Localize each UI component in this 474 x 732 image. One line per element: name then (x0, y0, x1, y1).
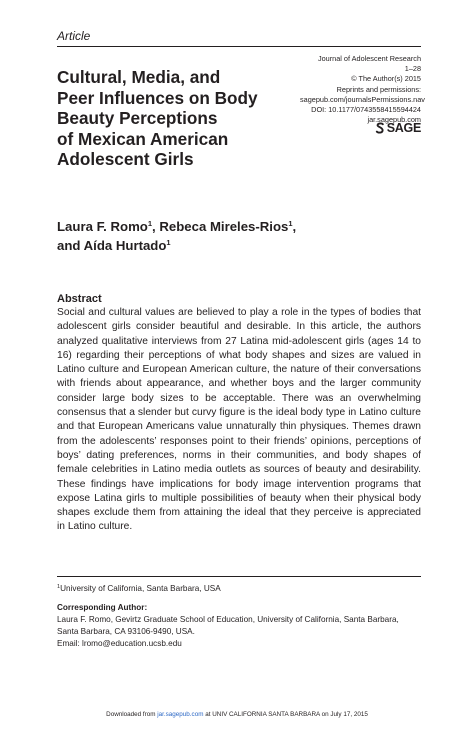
footnote-rule (57, 576, 421, 577)
copyright-line: © The Author(s) 2015 (351, 74, 421, 84)
author-affiliation-marker: 1 (166, 238, 171, 247)
journal-name: Journal of Adolescent Research (317, 54, 421, 63)
author-name: Aída Hurtado (83, 238, 167, 253)
title-line: of Mexican American (57, 128, 229, 149)
author-affiliation-marker: 1 (288, 219, 293, 228)
header-rule (57, 46, 421, 47)
abstract-heading: Abstract (57, 293, 102, 305)
title-line: Cultural, Media, and (57, 67, 221, 87)
article-title (57, 67, 297, 170)
affiliation-text: University of California, Santa Barbara, USA (60, 584, 221, 593)
download-prefix: Downloaded from (106, 711, 158, 718)
affiliation-marker: 1 (57, 584, 61, 590)
corresponding-email[interactable]: Email: lromo@education.ucsb.edu (57, 639, 182, 649)
author-name: Laura F. Romo (57, 219, 148, 234)
title-line: Adolescent Girls (57, 149, 194, 170)
corresponding-author-details (57, 614, 421, 651)
journal-url-link[interactable]: jar.sagepub.com (367, 115, 421, 125)
corresponding-line: Laura F. Romo, Gevirtz Graduate School of Education, University of California, Santa Barbara, (57, 615, 399, 624)
title-line: Peer Influences on Body (57, 87, 258, 108)
author-conjunction: and (57, 238, 84, 253)
sage-logo-text: SAGE (386, 121, 421, 135)
author-line-2 (57, 236, 417, 255)
author-line-1 (57, 217, 417, 236)
download-source-link[interactable]: jar.sagepub.com (157, 711, 204, 718)
permissions-link[interactable]: sagepub.com/journalsPermissions.nav (300, 94, 425, 104)
corresponding-author-heading: Corresponding Author: (57, 603, 148, 612)
page-range: 1–28 (404, 64, 421, 74)
article-type-label: Article (57, 29, 91, 43)
author-list (57, 217, 417, 255)
affiliation-footnote (57, 584, 221, 593)
journal-info (300, 54, 425, 125)
sage-logo (368, 121, 421, 135)
download-notice (0, 711, 474, 718)
abstract-text: Social and cultural values are believed to play a role in the types of bodies that adolescent girls consider beautiful and desirable. In this article, the authors analyzed qualitative interviews from 27 Latina mid-adolescent girls (ages 14 to 16) regarding their perceptions of what body shapes and sizes are valued in Latino culture and European American culture, the nature of their conversations with friends about appearance, and whether boys and the larger community consider large body sizes to be acceptable. There was an overwhelming consensus that a slender but curvy figure is the ideal body type in Latino culture and that European Americans value unnaturally thin physiques. Themes drawn from the adolescents’ responses point to their friends’ opinions, perceptions of boys’ dating preferences, norms in their communities, and body shapes of female celebrities in Latino media outlets as sources of beauty and desirability. These findings have implications for body image intervention programs that expose Latina girls to multiple possibilities of beauty when their physical body shapes exclude them from attaining the ideal that they perceive is appreciated in Latino culture. (57, 307, 421, 533)
author-affiliation-marker: 1 (147, 219, 153, 228)
sage-logo-icon (375, 122, 385, 134)
author-separator: , (292, 219, 297, 234)
download-suffix: at UNIV CALIFORNIA SANTA BARBARA on July 17, 2015 (203, 711, 368, 718)
doi-line: DOI: 10.1177/0743558415594424 (311, 105, 421, 115)
author-separator: , (152, 219, 160, 234)
author-name: Rebeca Mireles-Rios (159, 219, 289, 234)
title-line: Beauty Perceptions (57, 108, 218, 129)
corresponding-line: Santa Barbara, CA 93106-9490, USA. (57, 627, 195, 637)
reprints-line: Reprints and permissions: (336, 84, 421, 94)
